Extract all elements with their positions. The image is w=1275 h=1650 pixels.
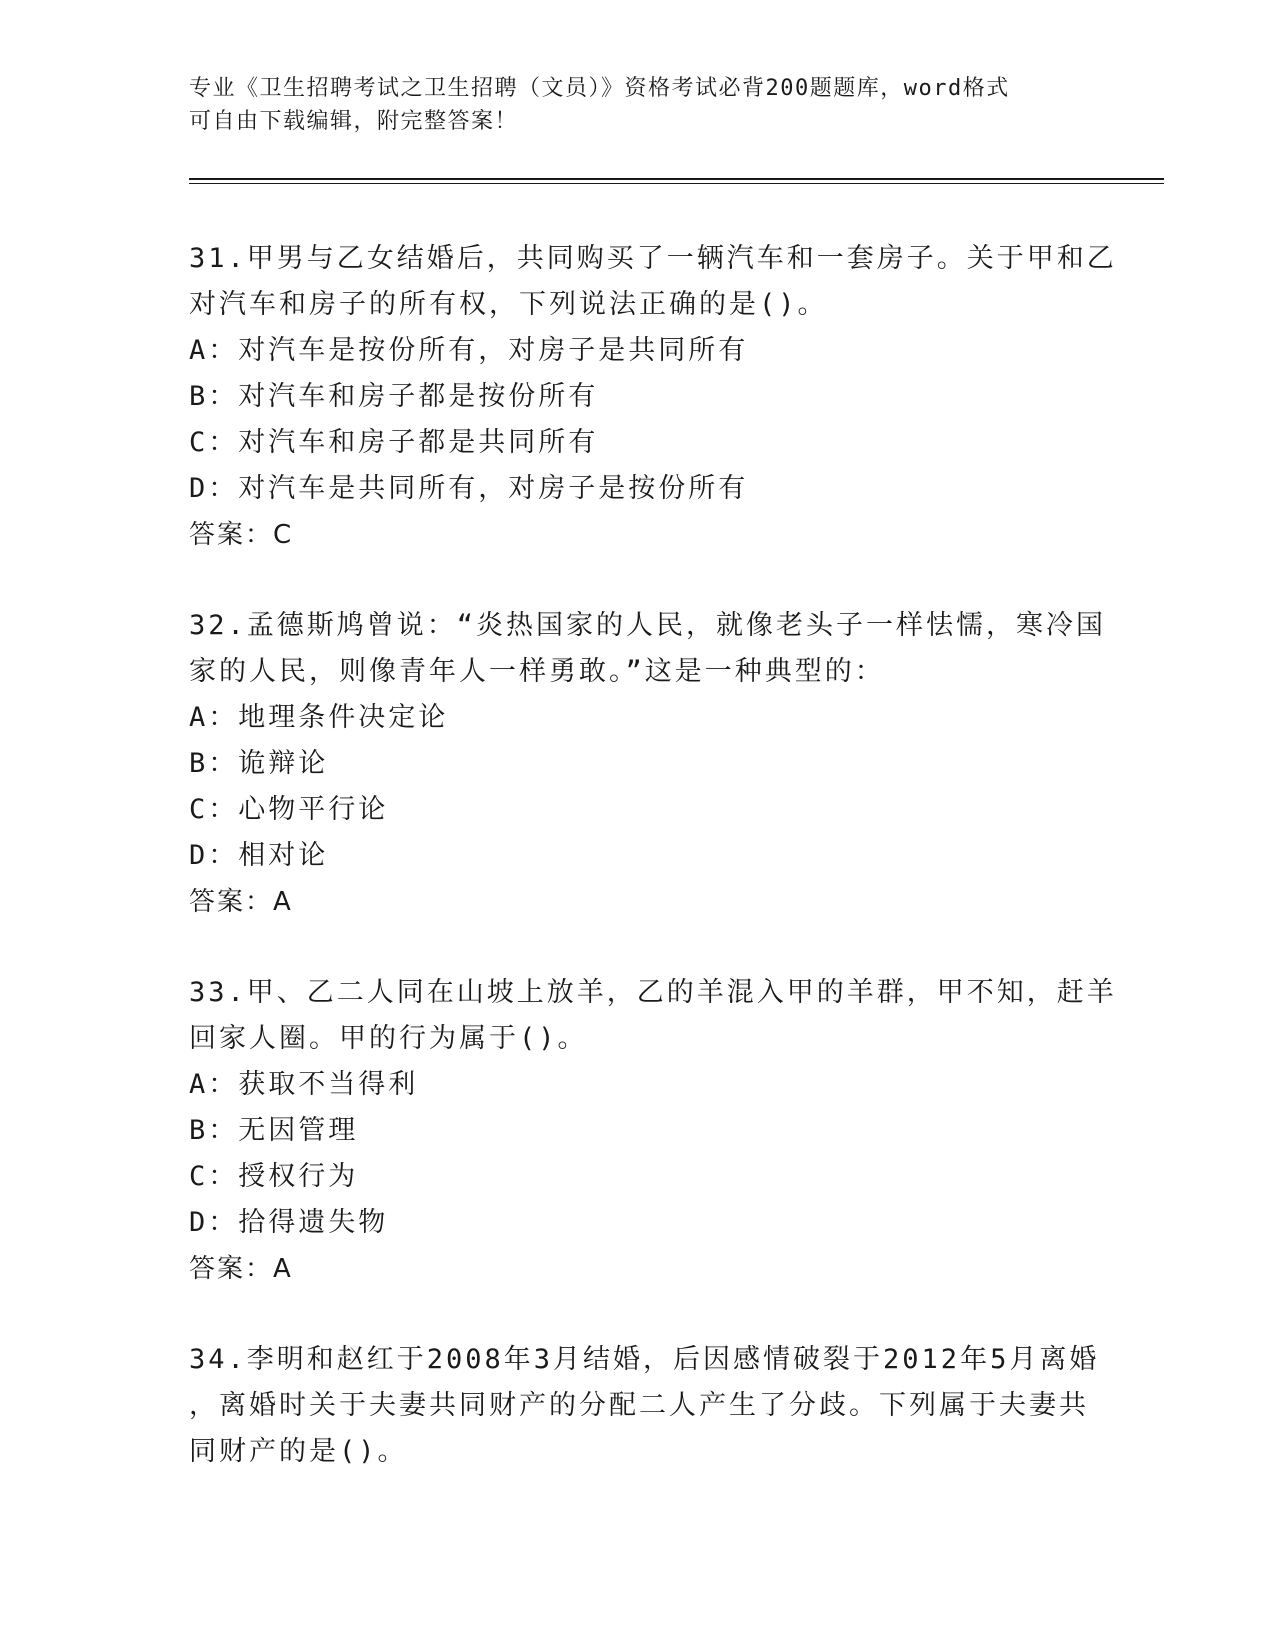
option-c: C：心物平行论 [189,794,389,825]
option-c: C：授权行为 [189,1161,359,1192]
question-stem: 同财产的是()。 [189,1436,408,1467]
option-d: D：对汽车是共同所有，对房子是按份所有 [189,473,749,504]
option-b: B：诡辩论 [189,748,329,779]
question-stem: 回家人圈。甲的行为属于()。 [189,1023,588,1054]
question-33 [189,970,1117,1292]
header-divider-thick [189,178,1164,180]
header-title-line-2: 可自由下载编辑，附完整答案！ [189,109,519,134]
question-34 [189,1337,1100,1475]
option-d: D：相对论 [189,840,329,871]
question-stem: 34.李明和赵红于2008年3月结婚，后因感情破裂于2012年5月离婚 [189,1344,1100,1375]
question-stem: 家的人民，则像青年人一样勇敢。”这是一种典型的： [189,656,885,687]
option-b: B：无因管理 [189,1115,359,1146]
option-a: A：地理条件决定论 [189,702,449,733]
header-divider-thin [189,183,1164,184]
question-stem: 32.孟德斯鸠曾说：“炎热国家的人民，就像老头子一样怯懦，寒冷国 [189,610,1107,641]
question-32 [189,603,1107,925]
question-stem: 对汽车和房子的所有权，下列说法正确的是()。 [189,289,828,320]
answer: 答案：C [189,520,294,550]
header-title-line-1: 专业《卫生招聘考试之卫生招聘（文员）》资格考试必背200题题库，word格式 [189,76,1010,101]
option-c: C：对汽车和房子都是共同所有 [189,427,599,458]
option-d: D：拾得遗失物 [189,1207,389,1238]
option-a: A：获取不当得利 [189,1069,419,1100]
question-31 [189,236,1117,558]
question-stem: ，离婚时关于夫妻共同财产的分配二人产生了分歧。下列属于夫妻共 [189,1390,1089,1421]
answer: 答案：A [189,887,293,917]
question-stem: 31.甲男与乙女结婚后，共同购买了一辆汽车和一套房子。关于甲和乙 [189,243,1117,274]
answer: 答案：A [189,1254,293,1284]
option-a: A：对汽车是按份所有，对房子是共同所有 [189,335,749,366]
document-header [189,72,1079,138]
question-stem: 33.甲、乙二人同在山坡上放羊，乙的羊混入甲的羊群，甲不知，赶羊 [189,977,1117,1008]
option-b: B：对汽车和房子都是按份所有 [189,381,599,412]
